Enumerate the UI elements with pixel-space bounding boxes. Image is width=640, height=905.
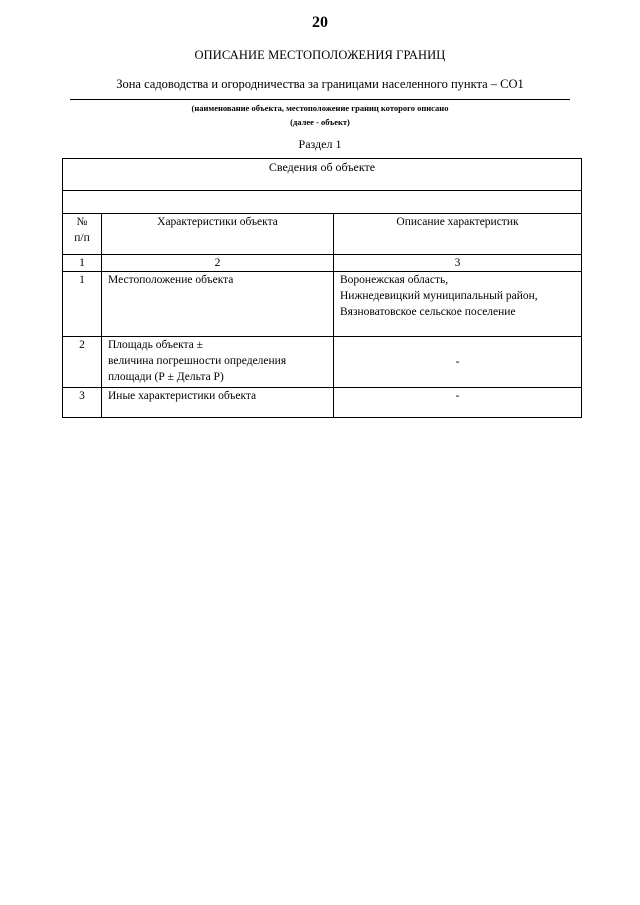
column-headers-row (63, 214, 582, 255)
description-line: Воронежская область, (340, 274, 449, 286)
characteristic-line: площади (Р ± Дельта Р) (108, 371, 224, 383)
column-index-cell: 1 (63, 255, 102, 272)
section-label: Раздел 1 (298, 137, 342, 151)
column-header-characteristics: Характеристики объекта (102, 214, 334, 255)
row-description (334, 272, 582, 337)
characteristic-line: Иные характеристики объекта (108, 390, 257, 402)
table-row (63, 272, 582, 337)
description-line: Вязноватовское сельское поселение (340, 306, 516, 318)
row-number: 2 (63, 337, 102, 388)
column-header-num (63, 214, 102, 255)
object-info-table (62, 158, 582, 418)
column-index-cell: 2 (102, 255, 334, 272)
column-index-row (63, 255, 582, 272)
row-description: - (334, 337, 582, 388)
column-header-num-line1: № (76, 216, 88, 228)
object-caption-line1: (наименование объекта, местоположение границ которого описано (191, 103, 449, 113)
underline-rule (70, 99, 570, 100)
column-index-cell: 3 (334, 255, 582, 272)
characteristic-line: величина погрешности определения (108, 355, 287, 367)
object-name: Зона садоводства и огородничества за границами населенного пункта – СО1 (116, 77, 524, 91)
characteristic-line: Площадь объекта ± (108, 339, 203, 351)
row-characteristic (102, 272, 334, 337)
table-header: Сведения об объекте (63, 159, 582, 191)
object-caption-line2: (далее - объект) (290, 117, 350, 127)
column-header-num-line2: п/п (74, 232, 90, 244)
page-number: 20 (312, 14, 328, 31)
row-characteristic (102, 337, 334, 388)
row-description: - (334, 388, 582, 418)
description-line: Нижнедевицкий муниципальный район, (340, 290, 538, 302)
document-title: ОПИСАНИЕ МЕСТОПОЛОЖЕНИЯ ГРАНИЦ (194, 48, 446, 62)
table-row (63, 337, 582, 388)
table-header-row (63, 159, 582, 191)
row-number: 3 (63, 388, 102, 418)
table-blank-row (63, 191, 582, 214)
row-characteristic (102, 388, 334, 418)
characteristic-line: Местоположение объекта (108, 274, 234, 286)
table-row (63, 388, 582, 418)
column-header-description: Описание характеристик (334, 214, 582, 255)
row-number: 1 (63, 272, 102, 337)
blank-cell (63, 191, 582, 214)
